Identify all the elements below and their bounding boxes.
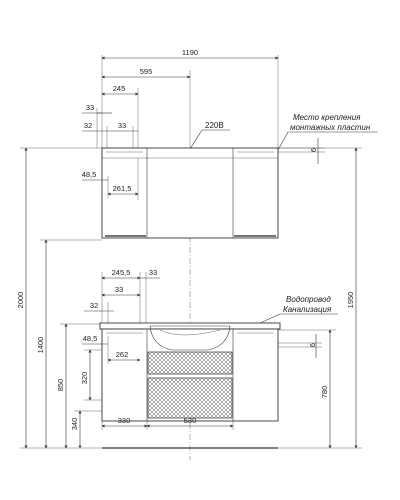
dim-32-top: 32	[83, 121, 93, 130]
dim-2000: 2000	[16, 291, 25, 309]
dim-33-top-a: 33	[85, 103, 95, 112]
dim-330: 330	[117, 416, 131, 425]
drawer-lower	[148, 378, 232, 418]
dim-245-5: 245,5	[111, 268, 131, 277]
dim-1190: 1190	[181, 48, 199, 57]
dim-780: 780	[320, 385, 329, 399]
dim-33-bottom-b: 33	[114, 285, 124, 294]
dim-6-bottom: 6	[310, 343, 317, 347]
dim-33-bottom-a: 33	[148, 268, 158, 277]
power-label: 220В	[205, 121, 224, 130]
dim-245: 245	[112, 84, 126, 93]
left-vertical-dims	[16, 148, 102, 448]
dim-32-bottom: 32	[89, 301, 99, 310]
dim-1400: 1400	[36, 336, 45, 354]
dim-48-5-bottom: 48,5	[82, 334, 98, 343]
water-label-1: Водопровод	[286, 295, 331, 304]
dim-530: 530	[183, 416, 197, 425]
dim-261-5: 261,5	[112, 184, 132, 193]
dim-48-5-top: 48,5	[81, 170, 97, 179]
dim-595: 595	[139, 67, 153, 76]
dim-33-top-b: 33	[117, 121, 127, 130]
dim-262: 262	[115, 350, 129, 359]
dim-320: 320	[80, 371, 89, 385]
dim-850: 850	[56, 378, 65, 392]
wall-cabinet	[102, 148, 278, 238]
mounting-label-1: Место крепления	[293, 113, 361, 122]
dim-1950: 1950	[346, 291, 355, 309]
drawer-upper	[148, 352, 232, 374]
water-label-2: Канализация	[283, 305, 332, 314]
dim-340: 340	[70, 417, 79, 431]
mounting-label-2: монтажных пластин	[290, 123, 371, 132]
dim-6-top: 6	[311, 148, 318, 152]
